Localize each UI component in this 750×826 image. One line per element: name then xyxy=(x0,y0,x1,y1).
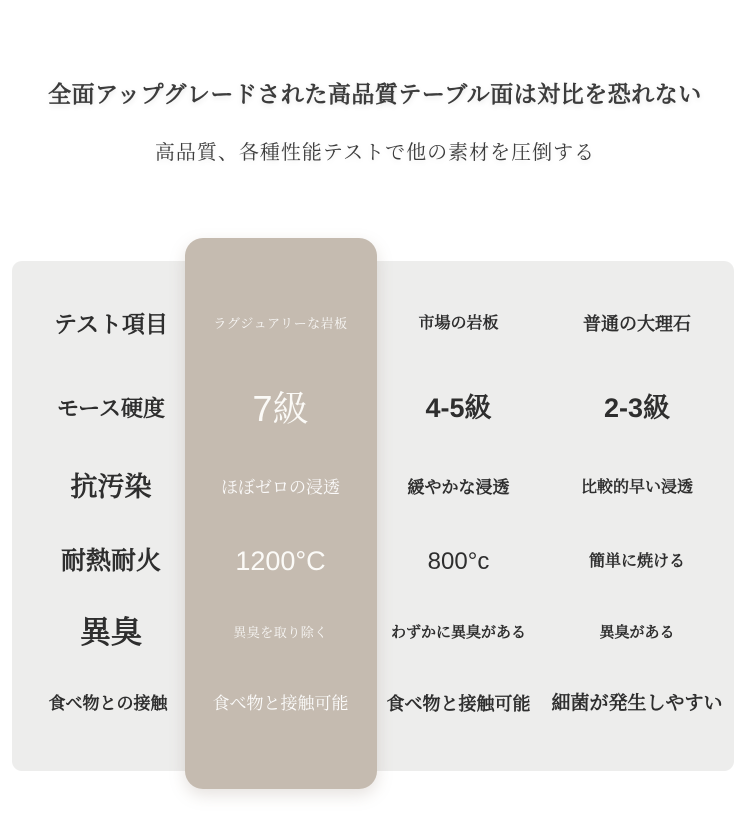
cell-heat-resistance-luxury: 1200°C xyxy=(235,545,326,576)
cell-header-test-items: テスト項目 xyxy=(53,310,169,337)
cell-stain-resistance-luxury: ほぼゼロの浸透 xyxy=(221,478,340,498)
cell-header-luxury-slate: ラグジュアリーな岩板 xyxy=(213,315,348,331)
cell-food-contact-luxury: 食べ物と接触可能 xyxy=(212,694,349,714)
cell-stain-resistance-label: 抗汚染 xyxy=(70,472,152,503)
cell-header-market-slate: 市場の岩板 xyxy=(418,315,499,332)
cell-food-contact-marble: 細菌が発生しやすい xyxy=(551,693,723,715)
cell-heat-resistance-market: 800°c xyxy=(427,547,490,575)
page-title: 全面アップグレードされた高品質テーブル面は対比を恐れない xyxy=(48,81,702,107)
cell-mohs-hardness-marble: 2-3級 xyxy=(603,392,671,423)
cell-heat-resistance-label: 耐熱耐火 xyxy=(60,546,161,575)
cell-mohs-hardness-luxury: 7級 xyxy=(252,388,309,429)
cell-heat-resistance-marble: 簡単に焼ける xyxy=(588,552,685,570)
cell-food-contact-market: 食べ物と接触可能 xyxy=(386,693,531,714)
cell-stain-resistance-market: 緩やかな浸透 xyxy=(407,478,510,498)
cell-food-contact-label: 食べ物との接触 xyxy=(48,694,168,714)
page-subtitle: 高品質、各種性能テストで他の素材を圧倒する xyxy=(154,142,596,164)
cell-odor-label: 異臭 xyxy=(80,614,142,650)
cell-odor-market: わずかに異臭がある xyxy=(390,623,526,641)
cell-odor-marble: 異臭がある xyxy=(599,623,675,641)
cell-odor-luxury: 異臭を取り除く xyxy=(233,624,328,640)
comparison-table xyxy=(12,261,734,771)
cell-header-ordinary-marble: 普通の大理石 xyxy=(583,313,691,334)
cell-mohs-hardness-label: モース硬度 xyxy=(56,395,166,421)
cell-stain-resistance-marble: 比較的早い浸透 xyxy=(580,479,693,496)
cell-mohs-hardness-market: 4-5級 xyxy=(425,392,492,423)
